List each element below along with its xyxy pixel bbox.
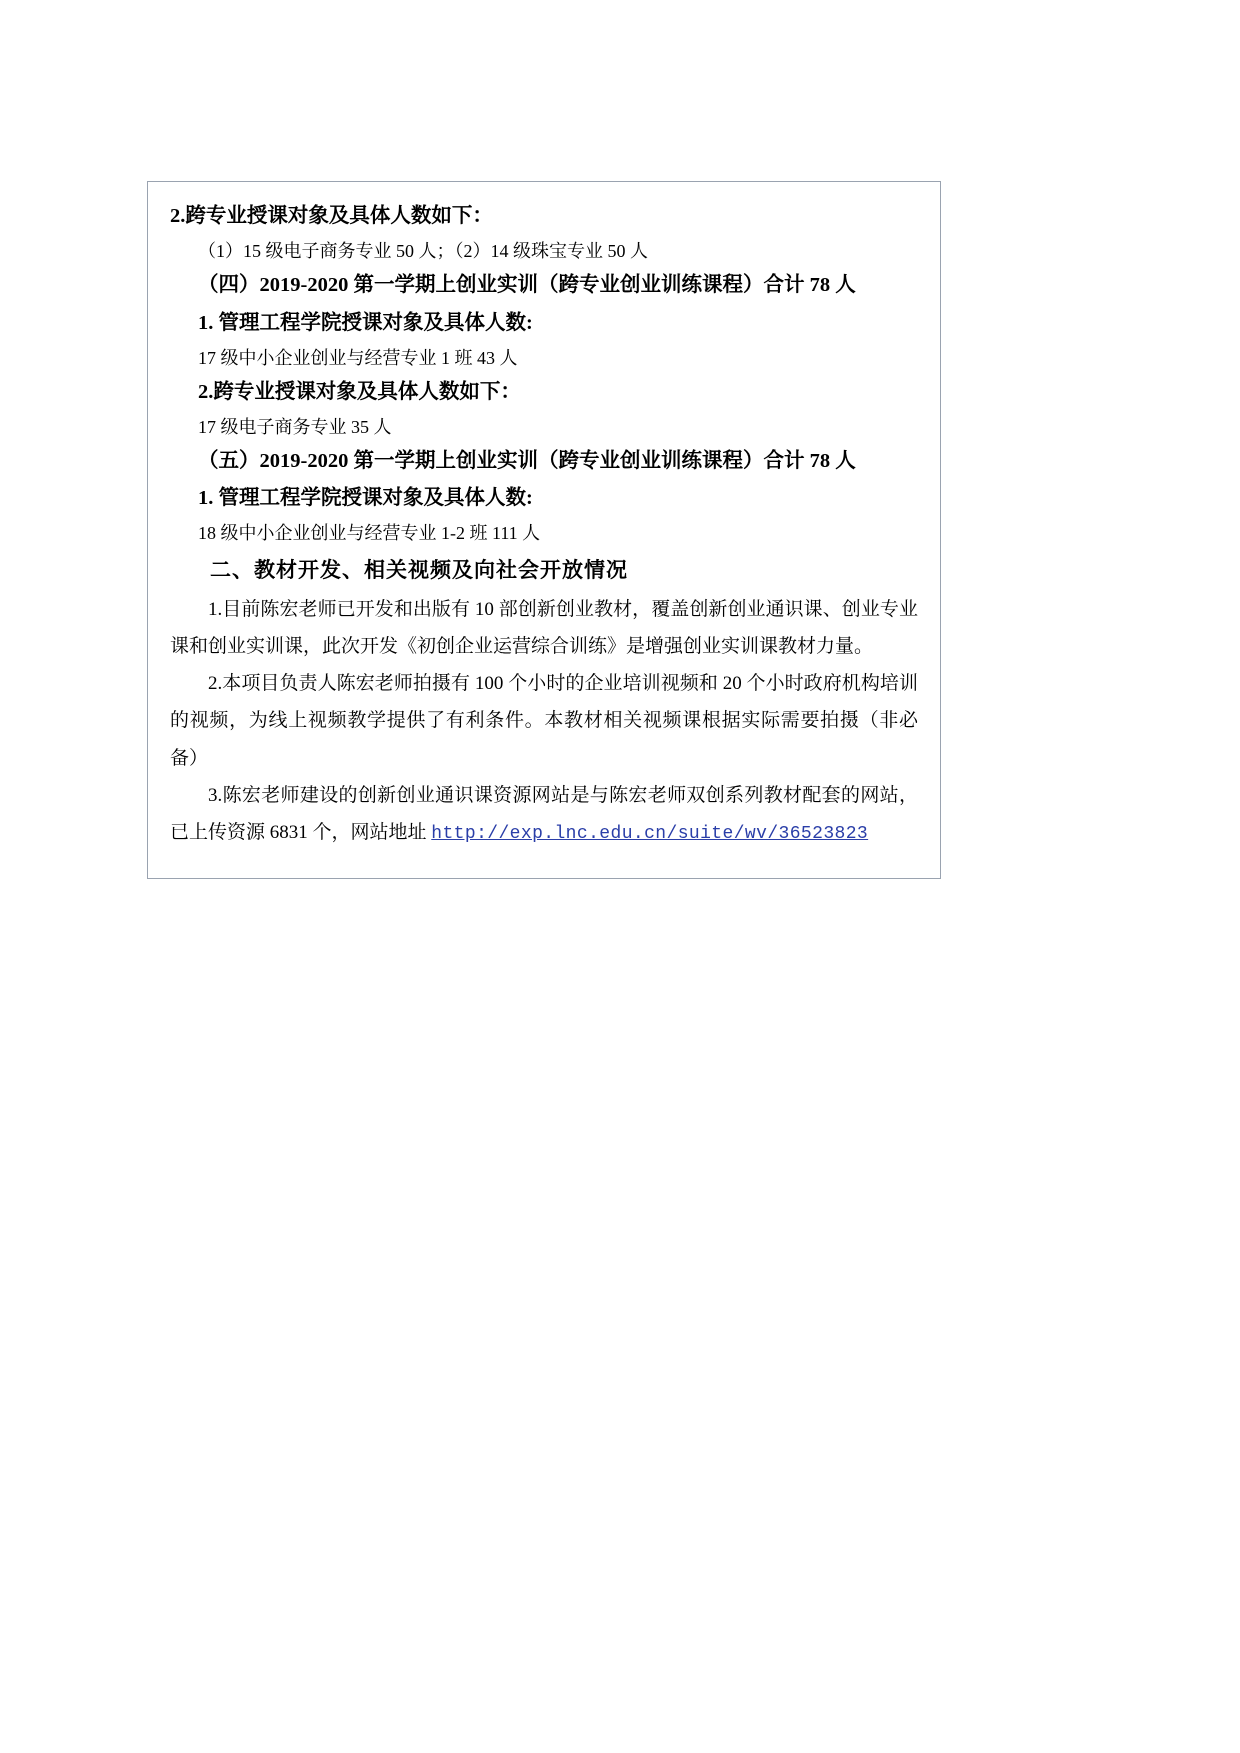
- paragraph-3: [170, 777, 918, 852]
- detail-line-2: 17 级中小企业创业与经营专业 1 班 43 人: [198, 347, 518, 368]
- detail-line-3: 17 级电子商务专业 35 人: [198, 416, 392, 437]
- paragraph-3-text: 3.陈宏老师建设的创新创业通识课资源网站是与陈宏老师双创系列教材配套的网站，已上传资源 6831 个，网站地址: [170, 784, 918, 843]
- heading-cross-major-2: 2.跨专业授课对象及具体人数如下：: [198, 380, 521, 403]
- paragraph-2: 2.本项目负责人陈宏老师拍摄有 100 个小时的企业培训视频和 20 个小时政府机构培训的视频，为线上视频教学提供了有利条件。本教材相关视频课根据实际需要拍摄（非必备）: [170, 673, 918, 769]
- heading-term-four: （四）2019-2020 第一学期上创业实训（跨专业创业训练课程）合计 78 人: [198, 273, 856, 296]
- paragraph-1: 1.目前陈宏老师已开发和出版有 10 部创新创业教材，覆盖创新创业通识课、创业专业课和创业实训课，此次开发《初创企业运营综合训练》是增强创业实训课教材力量。: [170, 599, 918, 658]
- heading-cross-major-1: 2.跨专业授课对象及具体人数如下：: [170, 205, 493, 227]
- resource-website-link[interactable]: http://exp.lnc.edu.cn/suite/wv/36523823: [431, 823, 869, 844]
- document-content-box: [147, 181, 941, 879]
- detail-line-4: 18 级中小企业创业与经营专业 1-2 班 111 人: [198, 523, 541, 544]
- section-title-two: 二、教材开发、相关视频及向社会开放情况: [210, 558, 628, 583]
- heading-college-2: 1. 管理工程学院授课对象及具体人数:: [198, 487, 533, 510]
- detail-line-1: （1）15 级电子商务专业 50 人；（2）14 级珠宝专业 50 人: [198, 240, 648, 261]
- heading-term-five: （五）2019-2020 第一学期上创业实训（跨专业创业训练课程）合计 78 人: [198, 449, 856, 472]
- heading-college-1: 1. 管理工程学院授课对象及具体人数:: [198, 311, 533, 334]
